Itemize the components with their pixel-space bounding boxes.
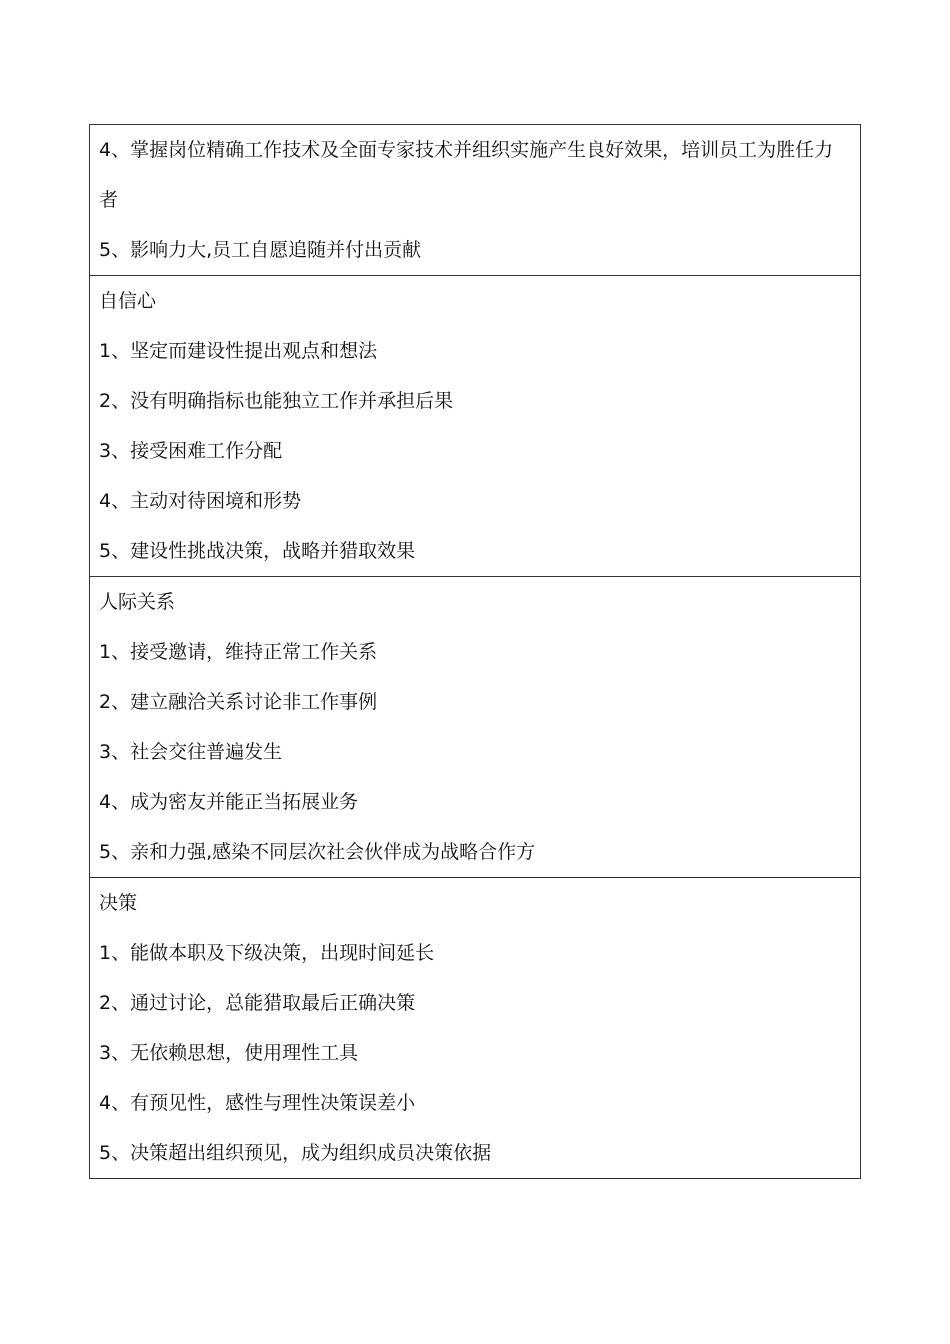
table-line: 4、有预见性，感性与理性决策误差小	[99, 1092, 416, 1114]
section-heading: 人际关系	[99, 591, 176, 613]
table-line: 4、成为密友并能正当拓展业务	[99, 791, 359, 813]
table-line: 3、社会交往普遍发生	[99, 741, 283, 763]
table-line: 2、通过讨论，总能猎取最后正确决策	[99, 992, 416, 1014]
table-line: 5、建设性挑战决策，战略并猎取效果	[99, 540, 416, 562]
table-line: 5、亲和力强,感染不同层次社会伙伴成为战略合作方	[99, 841, 536, 863]
table-line: 2、建立融洽关系讨论非工作事例	[99, 691, 378, 713]
table-line: 3、无依赖思想，使用理性工具	[99, 1042, 359, 1064]
section-leadership-continued	[90, 125, 860, 275]
table-line: 5、决策超出组织预见，成为组织成员决策依据	[99, 1142, 492, 1164]
competency-table	[89, 124, 861, 1179]
table-line: 1、接受邀请，维持正常工作关系	[99, 641, 378, 663]
table-line: 者	[99, 189, 119, 211]
table-line: 1、能做本职及下级决策，出现时间延长	[99, 942, 435, 964]
section-decision-making	[90, 877, 860, 1178]
section-heading: 自信心	[99, 290, 157, 312]
table-line: 3、接受困难工作分配	[99, 440, 283, 462]
section-interpersonal-relations	[90, 576, 860, 877]
section-heading: 决策	[99, 892, 138, 914]
table-line: 2、没有明确指标也能独立工作并承担后果	[99, 390, 454, 412]
table-line: 4、主动对待困境和形势	[99, 490, 302, 512]
table-line: 4、掌握岗位精确工作技术及全面专家技术并组织实施产生良好效果，培训员工为胜任力	[99, 139, 834, 161]
table-line: 5、影响力大,员工自愿追随并付出贡献	[99, 239, 422, 261]
table-line: 1、坚定而建设性提出观点和想法	[99, 340, 378, 362]
section-self-confidence	[90, 275, 860, 576]
